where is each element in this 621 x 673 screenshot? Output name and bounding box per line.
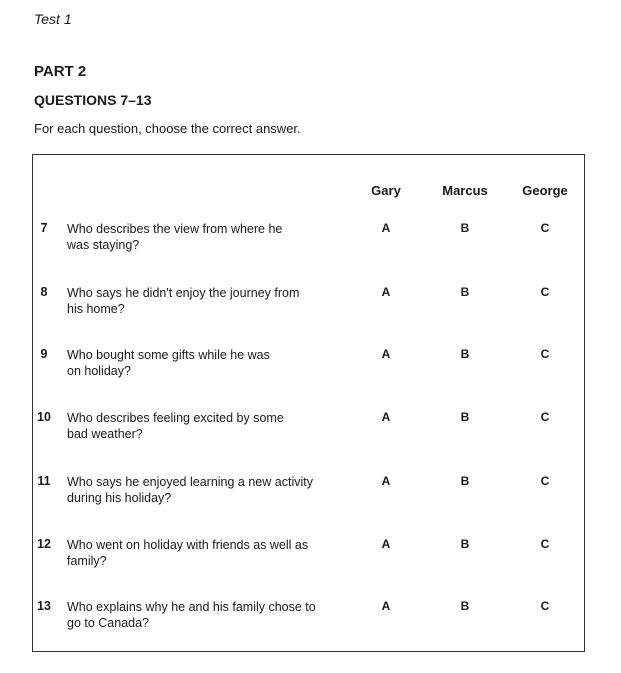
question-text-line: during his holiday? <box>67 491 172 505</box>
column-header-marcus: Marcus <box>442 183 488 198</box>
option-b[interactable]: B <box>460 474 470 488</box>
option-b[interactable]: B <box>460 285 470 299</box>
question-text-line: Who explains why he and his family chose to <box>67 600 316 614</box>
option-a[interactable]: A <box>381 285 391 299</box>
question-row-10 <box>0 410 621 450</box>
question-row-8 <box>0 285 621 325</box>
question-text-line: on holiday? <box>67 364 131 378</box>
questions-title: QUESTIONS 7–13 <box>34 92 152 108</box>
question-number: 7 <box>40 221 48 235</box>
question-text-line: was staying? <box>67 238 140 252</box>
question-number: 10 <box>37 410 51 424</box>
question-number: 13 <box>37 599 51 613</box>
question-text-line: Who went on holiday with friends as well as <box>67 538 309 552</box>
question-text-line: Who says he enjoyed learning a new activity <box>67 475 313 489</box>
option-c[interactable]: C <box>540 221 550 235</box>
option-b[interactable]: B <box>460 599 470 613</box>
option-c[interactable]: C <box>540 285 550 299</box>
option-a[interactable]: A <box>381 474 391 488</box>
question-text <box>67 221 342 253</box>
option-c[interactable]: C <box>540 599 550 613</box>
option-c[interactable]: C <box>540 410 550 424</box>
option-b[interactable]: B <box>460 410 470 424</box>
question-text <box>67 347 342 379</box>
question-number: 11 <box>37 474 51 488</box>
question-text-line: bad weather? <box>67 427 143 441</box>
question-text <box>67 599 342 631</box>
question-text-line: Who describes the view from where he <box>67 222 283 236</box>
option-c[interactable]: C <box>540 537 550 551</box>
option-a[interactable]: A <box>381 410 391 424</box>
question-text-line: Who describes feeling excited by some <box>67 411 284 425</box>
question-text-line: Who bought some gifts while he was <box>67 348 270 362</box>
question-text <box>67 537 342 569</box>
question-text-line: family? <box>67 554 107 568</box>
question-row-13 <box>0 599 621 639</box>
question-text-line: his home? <box>67 302 125 316</box>
option-b[interactable]: B <box>460 221 470 235</box>
option-a[interactable]: A <box>381 221 391 235</box>
test-label: Test 1 <box>34 11 72 27</box>
question-row-9 <box>0 347 621 387</box>
option-b[interactable]: B <box>460 347 470 361</box>
question-text-line: Who says he didn't enjoy the journey from <box>67 286 300 300</box>
option-b[interactable]: B <box>460 537 470 551</box>
column-header-george: George <box>522 183 568 198</box>
option-a[interactable]: A <box>381 599 391 613</box>
question-number: 9 <box>40 347 48 361</box>
question-text <box>67 474 342 506</box>
question-row-12 <box>0 537 621 577</box>
instruction-text: For each question, choose the correct answer. <box>34 121 301 136</box>
column-header-gary: Gary <box>371 183 401 198</box>
question-text <box>67 410 342 442</box>
question-text <box>67 285 342 317</box>
question-text-line: go to Canada? <box>67 616 150 630</box>
question-number: 8 <box>40 285 48 299</box>
option-c[interactable]: C <box>540 474 550 488</box>
option-a[interactable]: A <box>381 347 391 361</box>
option-c[interactable]: C <box>540 347 550 361</box>
question-row-11 <box>0 474 621 514</box>
question-row-7 <box>0 221 621 261</box>
part-title: PART 2 <box>34 63 87 80</box>
question-number: 12 <box>37 537 51 551</box>
option-a[interactable]: A <box>381 537 391 551</box>
